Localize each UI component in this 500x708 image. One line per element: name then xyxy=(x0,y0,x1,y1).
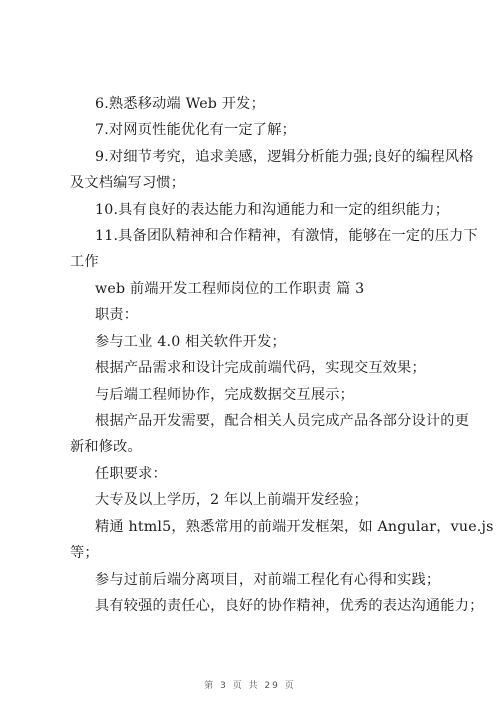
text-line: 具有较强的责任心，良好的协作精神，优秀的表达沟通能力； xyxy=(95,598,484,614)
text-line: 10.具有良好的表达能力和沟通能力和一定的组织能力； xyxy=(95,202,450,218)
text-line: 6.熟悉移动端 Web 开发； xyxy=(95,96,265,112)
text-line: 等； xyxy=(70,545,99,561)
text-line: 7.对网页性能优化有一定了解； xyxy=(95,122,296,138)
text-line: 参与工业 4.0 相关软件开发； xyxy=(95,334,286,350)
text-line: 9.对细节考究，追求美感，逻辑分析能力强;良好的编程风格 xyxy=(95,149,474,165)
text-line: 大专及以上学历，2 年以上前端开发经验； xyxy=(95,492,368,508)
text-line: 任职要求： xyxy=(95,466,167,482)
text-line: 工作 xyxy=(70,254,99,270)
section-heading: web 前端开发工程师岗位的工作职责 篇 3 xyxy=(95,281,365,297)
text-line: 新和修改。 xyxy=(70,439,142,455)
text-line: 及文档编写习惯； xyxy=(70,175,186,191)
text-line: 根据产品需求和设计完成前端代码，实现交互效果； xyxy=(95,360,426,376)
page-footer: 第 3 页 共 29 页 xyxy=(204,681,296,691)
text-line: 职责： xyxy=(95,307,139,323)
text-line: 参与过前后端分离项目，对前端工程化有心得和实践； xyxy=(95,572,441,588)
text-line: 与后端工程师协作，完成数据交互展示； xyxy=(95,387,354,403)
text-line: 11.具备团队精神和合作精神，有激情，能够在一定的压力下 xyxy=(95,228,478,244)
text-line: 根据产品开发需要，配合相关人员完成产品各部分设计的更 xyxy=(95,413,470,429)
text-line: 精通 html5，熟悉常用的前端开发框架，如 Angular，vue.js xyxy=(95,519,494,535)
